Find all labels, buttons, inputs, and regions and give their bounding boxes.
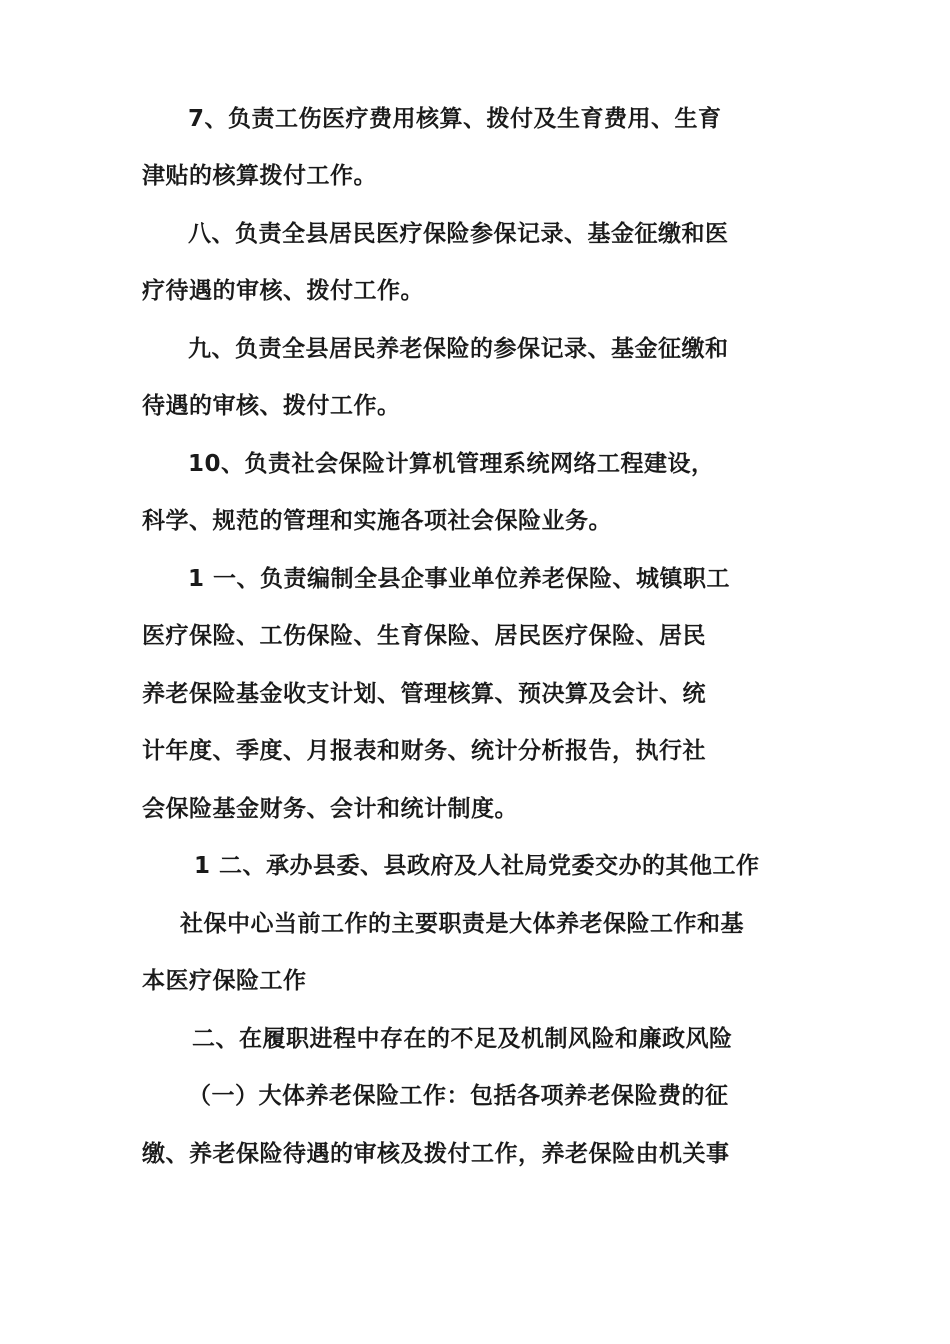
text-line: 医疗保险、工伤保险、生育保险、居民医疗保险、居民: [142, 623, 706, 649]
text-line: 八、负责全县居民医疗保险参保记录、基金征缴和医: [188, 221, 729, 247]
text-line: 本医疗保险工作: [142, 968, 307, 994]
text-line: 计年度、季度、月报表和财务、统计分析报告，执行社: [142, 738, 706, 764]
text-line: 待遇的审核、拨付工作。: [142, 393, 401, 419]
text-line: 津贴的核算拨付工作。: [142, 163, 377, 189]
section-heading: 二、在履职进程中存在的不足及机制风险和廉政风险: [192, 1026, 733, 1052]
text-line: 1 二、承办县委、县政府及人社局党委交办的其他工作: [194, 853, 760, 879]
text-line: 缴、养老保险待遇的审核及拨付工作，养老保险由机关事: [142, 1141, 730, 1167]
text-line: 疗待遇的审核、拨付工作。: [142, 278, 424, 304]
text-line: 1 一、负责编制全县企事业单位养老保险、城镇职工: [188, 566, 731, 592]
text-line: 养老保险基金收支计划、管理核算、预决算及会计、统: [142, 681, 706, 707]
text-line: 九、负责全县居民养老保险的参保记录、基金征缴和: [188, 336, 729, 362]
text-line: （一）大体养老保险工作：包括各项养老保险费的征: [188, 1083, 729, 1109]
text-line: 会保险基金财务、会计和统计制度。: [142, 796, 518, 822]
text-line: 7、负责工伤医疗费用核算、拨付及生育费用、生育: [188, 106, 722, 132]
text-line: 10、负责社会保险计算机管理系统网络工程建设，: [188, 451, 715, 477]
text-line: 社保中心当前工作的主要职责是大体养老保险工作和基: [180, 911, 744, 937]
text-line: 科学、规范的管理和实施各项社会保险业务。: [142, 508, 612, 534]
